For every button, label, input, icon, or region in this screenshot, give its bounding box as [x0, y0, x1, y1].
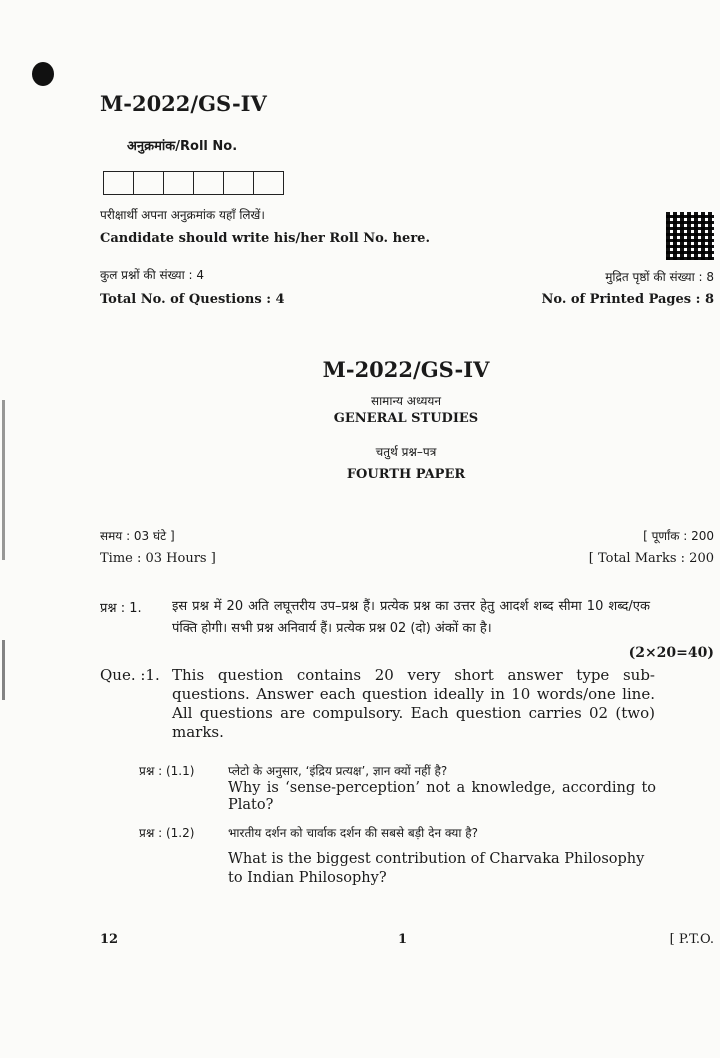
marks-hi: [ पूर्णांक : 200	[643, 529, 714, 543]
time-en: Time : 03 Hours ]	[100, 551, 216, 566]
roll-instruction-hi: परीक्षार्थी अपना अनुक्रमांक यहाँ लिखें।	[100, 208, 265, 222]
punch-hole-mark	[32, 62, 54, 86]
question-marks: (2×20=40)	[628, 645, 714, 661]
roll-box[interactable]	[224, 172, 254, 194]
roll-box[interactable]	[254, 172, 283, 194]
question-text-hi: इस प्रश्न में 20 अति लघूत्तरीय उप–प्रश्न हैं। प्रत्येक प्रश्न का उत्तर हेतु आदर्श शब्द सीमा 10 शब्द/एक पंक्ति होगी। सभी प्रश्न अनिवार्य हैं। प्रत्येक प्रश्न 02 (दो) अंकों का है।	[172, 599, 650, 636]
printed-pages-hi: मुद्रित पृष्ठों की संख्या : 8	[605, 270, 714, 284]
footer-left: 12	[100, 932, 119, 947]
footer-pto: [ P.T.O.	[669, 932, 714, 947]
paper-hi: चतुर्थ प्रश्न–पत्र	[375, 445, 437, 459]
question-label-hi: प्रश्न : 1.	[100, 601, 142, 616]
marks-en: [ Total Marks : 200	[588, 551, 714, 566]
total-questions-en: Total No. of Questions : 4	[100, 292, 285, 307]
roll-box[interactable]	[194, 172, 224, 194]
qr-code-icon	[666, 212, 714, 260]
total-questions-hi: कुल प्रश्नों की संख्या : 4	[100, 268, 205, 282]
scan-edge-mark	[2, 640, 5, 700]
page-number: 1	[398, 932, 408, 947]
subquestion-text-hi: प्लेटो के अनुसार, ‘इंद्रिय प्रत्यक्ष’, ज्ञान क्यों नहीं है?	[228, 764, 448, 778]
roll-number-boxes[interactable]	[103, 171, 284, 195]
roll-box[interactable]	[134, 172, 164, 194]
subquestion-text-hi: भारतीय दर्शन को चार्वाक दर्शन की सबसे बड़ी देन क्या है?	[228, 826, 478, 840]
question-text-en: This question contains 20 very short answer type sub-questions. Answer each question ideally in 10 words/one line. All questions are compulsory. Each question carries 02 (two) marks.	[172, 666, 655, 741]
subquestion-label: प्रश्न : (1.1)	[139, 764, 195, 778]
paper-en: FOURTH PAPER	[346, 467, 466, 482]
roll-box[interactable]	[104, 172, 134, 194]
time-hi: समय : 03 घंटे ]	[100, 529, 175, 543]
roll-box[interactable]	[164, 172, 194, 194]
subject-hi: सामान्य अध्ययन	[370, 394, 442, 408]
subject-en: GENERAL STUDIES	[333, 411, 479, 426]
title-code: M-2022/GS-IV	[322, 357, 490, 382]
roll-label: अनुक्रमांक/Roll No.	[127, 139, 238, 154]
paper-code: M-2022/GS-IV	[100, 91, 267, 116]
subquestion-text-en: Why is ‘sense-perception’ not a knowledge, according to Plato?	[228, 780, 656, 813]
question-label-en: Que. :1.	[100, 666, 160, 684]
printed-pages-en: No. of Printed Pages : 8	[541, 292, 714, 307]
roll-instruction-en: Candidate should write his/her Roll No. here.	[100, 231, 430, 246]
subquestion-text-en: What is the biggest contribution of Charvaka Philosophy to Indian Philosophy?	[228, 851, 645, 886]
subquestion-label: प्रश्न : (1.2)	[139, 826, 195, 840]
